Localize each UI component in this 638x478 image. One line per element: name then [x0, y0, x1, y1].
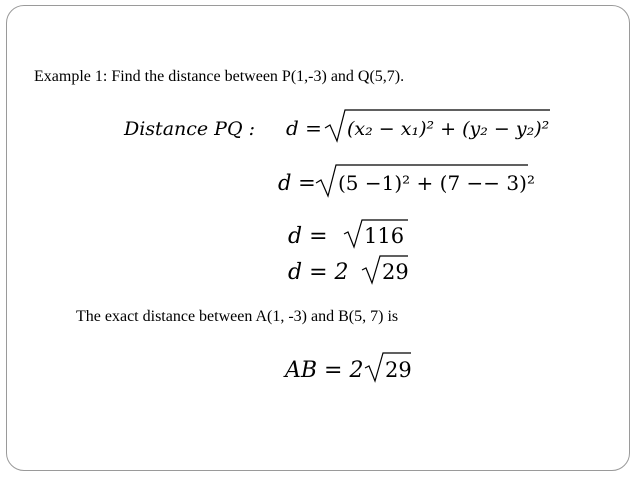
final-d-equation [286, 254, 426, 288]
distance-formula-equation [118, 108, 558, 148]
ab-result-equation [283, 351, 423, 387]
simplified-equation [286, 218, 426, 252]
simplified-lhs: d = [288, 224, 328, 249]
distance-pq-label: Distance PQ : [124, 118, 255, 140]
substituted-radicand: (5 −1)² + (7 −− 3)² [338, 171, 535, 195]
ab-result-radicand: 29 [385, 358, 412, 382]
example-statement: Example 1: Find the distance between P(1,-3) and Q(5,7). [34, 68, 405, 85]
substituted-equation [276, 162, 576, 202]
substituted-lhs: d = [278, 171, 316, 195]
conclusion-statement: The exact distance between A(1, -3) and B(5, 7) is [76, 308, 399, 325]
ab-result-lhs: AB = 2 [285, 358, 364, 383]
formula-lhs: d = [286, 116, 322, 140]
final-d-radicand: 29 [382, 260, 409, 284]
formula-radicand: (x₂ − x₁)² + (y₂ − y₂)² [347, 118, 550, 140]
simplified-radicand: 116 [364, 224, 405, 248]
final-d-lhs: d = 2 [288, 260, 349, 285]
